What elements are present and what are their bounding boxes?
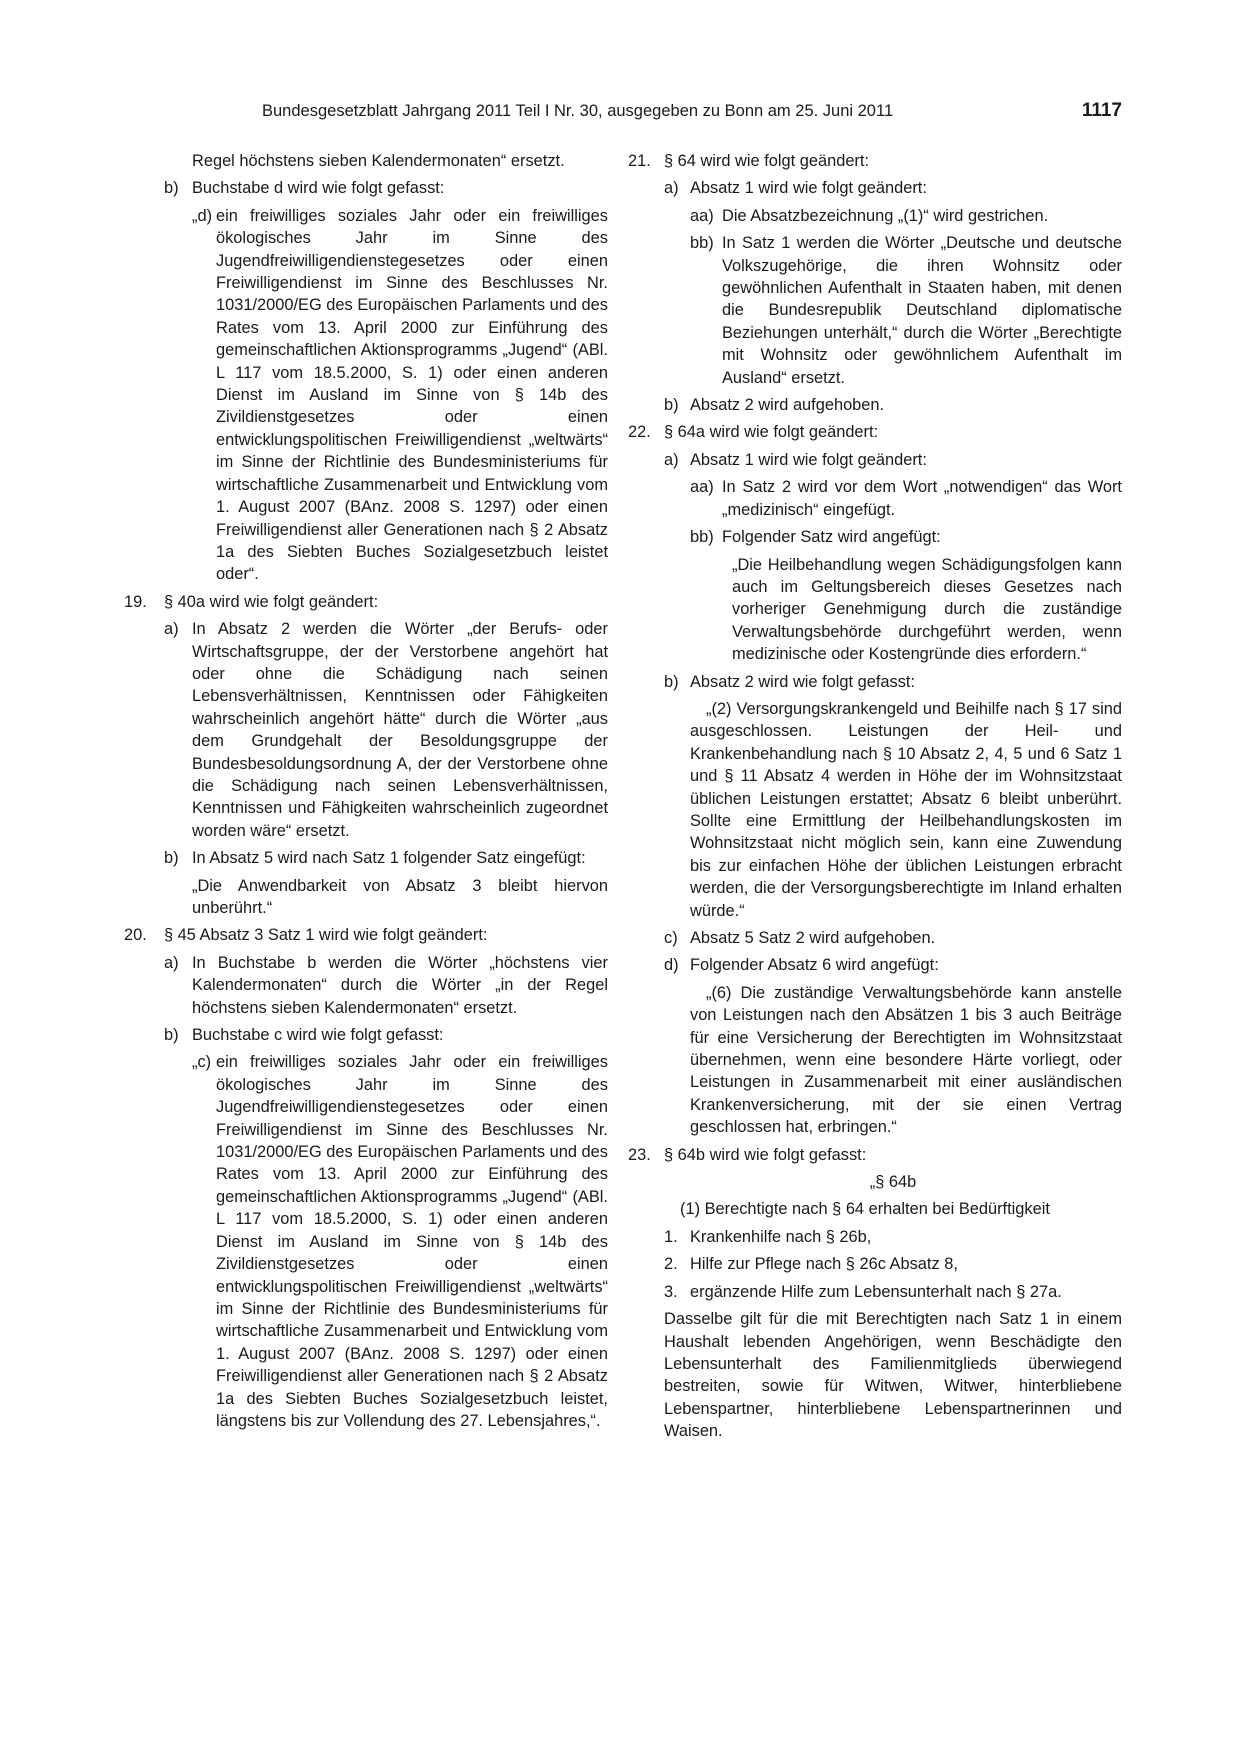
item-text: Absatz 1 wird wie folgt geändert:: [690, 179, 927, 198]
item-text: In Buchstabe b werden die Wörter „höchstens vier Kalendermonaten“ durch die Wörter „in der Regel höchstens sieben Kalendermonaten“ ersetzt.: [192, 953, 608, 1017]
item-number: 1.: [664, 1227, 678, 1246]
item-number: b): [664, 396, 679, 415]
list-item-b-buchstabe-d: [124, 177, 608, 199]
list-item-21: [628, 150, 1122, 172]
item-number: aa): [690, 478, 714, 497]
item-number: bb): [690, 528, 714, 547]
paragraph-2: Dasselbe gilt für die mit Berechtigten nach Satz 1 in einem Haushalt lebenden Angehörigen, wenn Beschädigte den Lebensunterhalt des Familienmitglieds überwiegend bestreiten, sowie für Witwen, Witwer, hinterbliebene Lebenspartner, hinterbliebene Lebenspartnerinnen und Waisen.: [664, 1310, 1122, 1441]
list-item-21bb: [628, 232, 1122, 389]
quoted-sentence: „Die Heilbehandlung wegen Schädigungsfolgen kann auch im Geltungsbereich dieses Gesetzes nach vorheriger Genehmigung durch die zuständige Verwaltungsbehörde durchgeführt werden, wenn medizinische oder Kostengründe dies erfordern.“: [732, 555, 1122, 664]
quoted-sentence: „Die Anwendbarkeit von Absatz 3 bleibt hiervon unberührt.“: [192, 876, 608, 917]
quoted-item-d: [124, 205, 608, 586]
item-text: Buchstabe d wird wie folgt gefasst:: [192, 179, 445, 198]
item-number: a): [664, 179, 679, 198]
item-number: c): [664, 929, 678, 947]
quoted-item-c: [124, 1051, 608, 1432]
list-item-23: [628, 1144, 1122, 1166]
item-text: Folgender Absatz 6 wird angefügt:: [690, 956, 939, 975]
list-item-21aa: [628, 205, 1122, 227]
list-item-20a: [124, 952, 608, 1019]
item-number: b): [164, 1026, 179, 1045]
numbered-item-1-inner: [664, 1226, 1122, 1248]
item-text: Hilfe zur Pflege nach § 26c Absatz 8,: [690, 1255, 958, 1274]
item-text: § 64 wird wie folgt geändert:: [664, 152, 870, 170]
item-text: Absatz 5 Satz 2 wird aufgehoben.: [690, 929, 936, 947]
quoted-paragraph-6: „(6) Die zuständige Verwaltungsbehörde kann anstelle von Leistungen nach den Absätzen 1 bis 3 auch Beiträge für eine Versicherung der Berechtigten im Wohnsitzstaat übernehmen, wenn eine besondere Härte vorliegt, oder Leistungen in Zusammenarbeit mit einer ausländischen Krankenversicherung, mit der sie einen Vertrag geschlossen hat, erbringen.“: [690, 983, 1122, 1137]
list-item-21b: [628, 394, 1122, 416]
list-item-22bb: [628, 526, 1122, 548]
list-item-21bb-inner: [690, 232, 1122, 389]
item-text: Absatz 1 wird wie folgt geändert:: [690, 450, 927, 469]
item-number: 23.: [628, 1145, 651, 1164]
item-number: „d): [192, 206, 213, 225]
item-text: Folgender Satz wird angefügt:: [722, 528, 941, 547]
item-text: Buchstabe c wird wie folgt gefasst:: [192, 1026, 444, 1045]
item-number: b): [164, 179, 179, 198]
section-heading: „§ 64b: [869, 1173, 917, 1192]
item-text: Krankenhilfe nach § 26b,: [690, 1227, 872, 1246]
item-number: 2.: [664, 1255, 678, 1274]
paragraph-1: (1) Berechtigte nach § 64 erhalten bei Bedürftigkeit: [680, 1200, 1050, 1219]
list-item-19: [124, 591, 608, 613]
list-item-22d-inner: [664, 954, 1122, 976]
list-item-22a-inner: [664, 449, 1122, 471]
list-item-19b: [124, 847, 608, 869]
numbered-item-2-inner: [664, 1253, 1122, 1275]
item-number: 20.: [124, 926, 147, 945]
list-item-22bb-inner: [690, 526, 1122, 548]
list-item-22a: [628, 449, 1122, 471]
item-text: Absatz 2 wird aufgehoben.: [690, 396, 885, 415]
item-number: a): [164, 953, 179, 972]
item-text: In Satz 2 wird vor dem Wort „notwendigen“ das Wort „medizinisch“ eingefügt.: [722, 478, 1122, 519]
list-item-22b-inner: [664, 671, 1122, 693]
item-number: a): [664, 450, 679, 469]
item-number: d): [664, 956, 679, 975]
numbered-item-3: [628, 1281, 1122, 1303]
list-item-22d: [628, 954, 1122, 976]
list-item-22: [628, 421, 1122, 443]
item-number: 21.: [628, 152, 651, 170]
item-number: b): [164, 849, 179, 868]
right-column: [628, 150, 1122, 1443]
item-text: In Absatz 5 wird nach Satz 1 folgender Satz eingefügt:: [192, 849, 586, 868]
numbered-item-2: [628, 1253, 1122, 1275]
item-number: 3.: [664, 1282, 678, 1301]
page-number: 1117: [1081, 100, 1122, 121]
numbered-item-1: [628, 1226, 1122, 1248]
item-number: bb): [690, 234, 714, 253]
item-text: Die Absatzbezeichnung „(1)“ wird gestrichen.: [722, 206, 1049, 225]
item-text: In Absatz 2 werden die Wörter „der Berufs- oder Wirtschaftsgruppe, der der Verstorbene angehört hat oder ohne die Schädigung nach seinen Lebensverhältnissen, Kenntnissen oder Fähigkeiten wahrscheinlich angehört hätte“ durch die Wörter „aus dem Grundgehalt der Besoldungsgruppe der Bundesbesoldungsordnung A, der der Verstorbene ohne die Schädigung nach seinen Lebensverhältnissen, Kenntnissen und Fähigkeiten wahrscheinlich zugeordnet worden wäre“ ersetzt.: [192, 620, 608, 840]
item-text: In Satz 1 werden die Wörter „Deutsche und deutsche Volkszugehörige, die ihren Wohnsitz oder gewöhnlichen Aufenthalt in Staaten haben, mit denen die Bundesrepublik Deutschland diplomatische Beziehungen unterhält,“ durch die Wörter „Berechtigte mit Wohnsitz oder gewöhnlichem Aufenthalt im Ausland“ ersetzt.: [722, 234, 1122, 387]
item-text: ergänzende Hilfe zum Lebensunterhalt nach § 27a.: [690, 1282, 1062, 1301]
left-column: [124, 150, 608, 1432]
item-number: aa): [690, 206, 714, 225]
header-title: Bundesgesetzblatt Jahrgang 2011 Teil I Nr. 30, ausgegeben zu Bonn am 25. Juni 2011: [262, 102, 894, 120]
list-item-22c: [628, 927, 1122, 949]
item-text: § 40a wird wie folgt geändert:: [164, 592, 379, 611]
item-text: Absatz 2 wird wie folgt gefasst:: [690, 672, 916, 691]
list-item-21a-inner: [664, 177, 1122, 199]
list-item-20b: [124, 1024, 608, 1046]
item-text: ein freiwilliges soziales Jahr oder ein freiwilliges ökologisches Jahr im Sinne des Jugendfreiwilligendienstegesetzes oder einen Freiwilligendienst im Sinne des Beschlusses Nr. 1031/2000/EG des Europäischen Parlaments und des Rates vom 13. April 2000 zur Einführung des gemeinschaftlichen Aktionsprogramms „Jugend“ (ABl. L 117 vom 18.5.2000, S. 1) oder einen anderen Dienst im Ausland im Sinne von § 14b des Zivildienstgesetzes oder einen entwicklungspolitischen Freiwilligendienst „weltwärts“ im Sinne der Richtlinie des Bundesministeriums für wirtschaftliche Zusammenarbeit und Entwicklung vom 1. August 2007 (BAnz. 2008 S. 1297) oder einen Freiwilligendienst aller Generationen nach § 2 Absatz 1a des Siebten Buches Sozialgesetzbuch leistet, längstens bis zur Vollendung des 27. Lebensjahres,“.: [216, 1053, 608, 1430]
item-text: ein freiwilliges soziales Jahr oder ein freiwilliges ökologisches Jahr im Sinne des Jugendfreiwilligendienstegesetzes oder einen Freiwilligendienst im Sinne des Beschlusses Nr. 1031/2000/EG des Europäischen Parlaments und des Rates vom 13. April 2000 zur Einführung des gemeinschaftlichen Aktionsprogramms „Jugend“ (ABl. L 117 vom 18.5.2000, S. 1) oder einen anderen Dienst im Ausland im Sinne von § 14b des Zivildienstgesetzes oder einen entwicklungspolitischen Freiwilligendienst „weltwärts“ im Sinne der Richtlinie des Bundesministeriums für wirtschaftliche Zusammenarbeit und Entwicklung vom 1. August 2007 (BAnz. 2008 S. 1297) oder einen Freiwilligendienst aller Generationen nach § 2 Absatz 1a des Siebten Buches Sozialgesetzbuch leistet oder“.: [216, 206, 608, 584]
item-number: a): [164, 620, 179, 639]
item-number: 22.: [628, 423, 651, 442]
item-number: b): [664, 672, 679, 691]
list-item-22b: [628, 671, 1122, 693]
item-text: § 45 Absatz 3 Satz 1 wird wie folgt geändert:: [164, 926, 488, 945]
list-item-20: [124, 924, 608, 946]
list-item-21a: [628, 177, 1122, 199]
list-item-22aa-inner: [690, 476, 1122, 521]
page-header: [262, 102, 1122, 126]
continued-text: Regel höchstens sieben Kalendermonaten“ ersetzt.: [192, 152, 565, 170]
list-item-21b-inner: [664, 394, 1122, 416]
list-item-19a: [124, 618, 608, 842]
item-text: § 64a wird wie folgt geändert:: [664, 423, 879, 442]
numbered-item-3-inner: [664, 1281, 1122, 1303]
list-item-22aa: [628, 476, 1122, 521]
item-number: „c): [192, 1053, 212, 1072]
quoted-paragraph-2: „(2) Versorgungskrankengeld und Beihilfe nach § 17 sind ausgeschlossen. Leistungen der Heil- und Krankenbehandlung nach § 10 Absatz 2, 4, 5 und 6 Satz 1 und § 11 Absatz 4 werden in Höhe der im Wohnsitzstaat üblichen Leistungen erstattet; Absatz 6 bleibt unberührt. Sollte eine Ermittlung der Heilbehandlungskosten im Wohnsitzstaat nicht möglich sein, kann eine Zuwendung bis zur einfachen Höhe der üblichen Leistungen erbracht werden, die der Versorgungsberechtigte im Inland erhalten würde.“: [690, 699, 1122, 920]
list-item-22c-inner: [664, 927, 1122, 949]
list-item-21aa-inner: [690, 205, 1122, 227]
item-text: § 64b wird wie folgt gefasst:: [664, 1145, 867, 1164]
item-number: 19.: [124, 592, 147, 611]
